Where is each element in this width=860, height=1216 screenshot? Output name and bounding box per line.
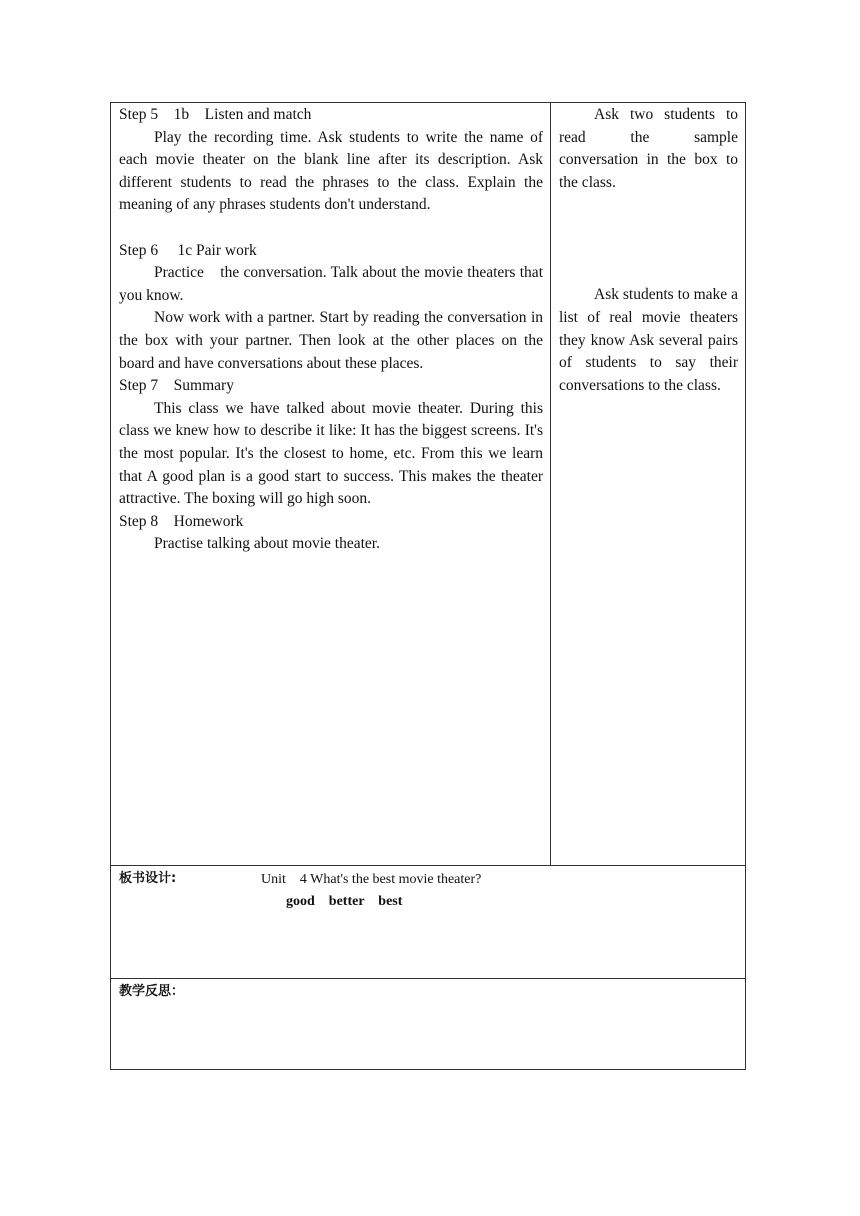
blank-line [119,217,543,240]
board-design-cell [111,866,746,979]
step6-para1: Practice the conversation. Talk about the movie theaters that you know. [119,264,543,304]
step7-body: This class we have talked about movie theater. During this class we knew how to describe it like: It has the biggest screens. It's the most popular. It's the closest to home, etc. From this we learn that A good plan is a good start to success. This makes the theater attractive. The boxing will go high soon. [119,399,543,508]
step5-heading: Step 5 1b Listen and match [119,106,312,123]
board-unit-title: Unit 4 What's the best movie theater? [261,872,482,887]
teacher-notes-cell [551,103,746,866]
board-key-words: good better best [286,894,403,909]
teaching-reflection-cell [111,979,746,1070]
step6-para2: Now work with a partner. Start by reading the conversation in the box with your partner. Then look at the other places on the board and have conversations about these places. [119,309,543,372]
teaching-procedure-cell [111,103,551,866]
side-spacer [559,194,738,284]
step8-heading: Step 8 Homework [119,512,244,530]
side-note-2: Ask students to make a list of real movie theaters they know Ask several pairs of students to say their conversations to the class. [559,286,738,394]
reflection-label: 教学反思： [119,984,185,999]
reflection-row [111,979,746,1070]
step6-heading: Step 6 1c Pair work [119,241,257,259]
board-design-label: 板书设计: [119,871,177,886]
step8-body: Practise talking about movie theater. [154,535,380,553]
board-design-row [111,866,746,979]
step7-heading: Step 7 Summary [119,377,234,395]
side-note-1: Ask two students to read the sample conversation in the box to the class. [559,106,738,191]
lesson-plan-table [110,102,746,1070]
procedure-row [111,103,746,866]
step5-body: Play the recording time. Ask students to write the name of each movie theater on the blank line after its description. Ask different students to read the phrases to the class. Explain the meaning of any phrases students don't understand. [119,128,543,214]
